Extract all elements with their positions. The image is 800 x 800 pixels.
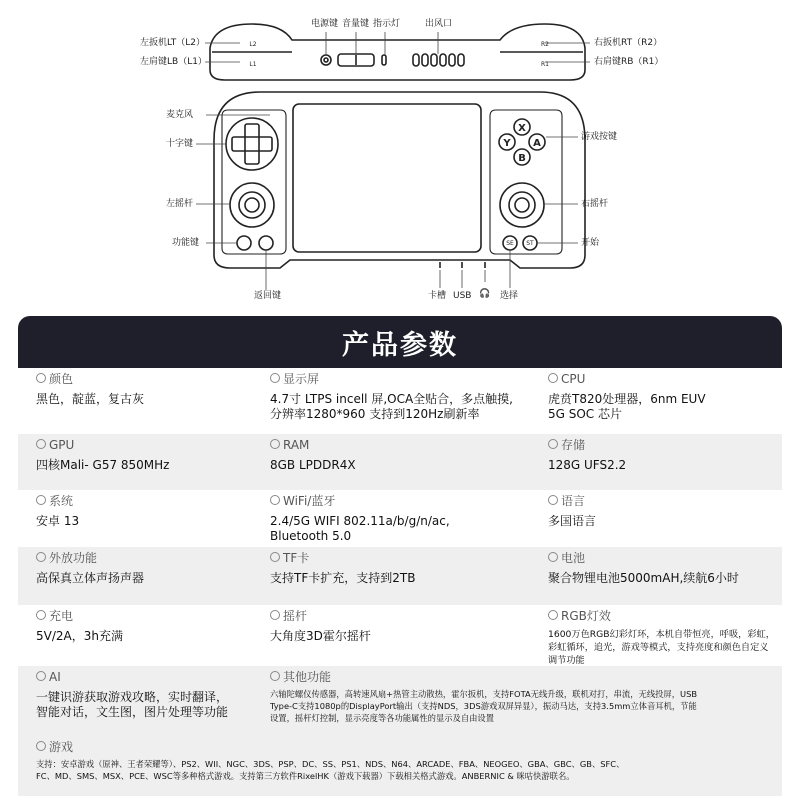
circle-bullet-icon <box>36 671 46 681</box>
label-right-trigger: 右扳机RT（R2） <box>594 38 663 48</box>
spec-cell <box>548 368 780 422</box>
spec-row <box>18 490 782 547</box>
circle-bullet-icon <box>548 495 558 505</box>
spec-key-text: 语言 <box>561 494 586 508</box>
power-button-shape <box>321 55 331 65</box>
b-button-mark: B <box>518 153 526 164</box>
l1-mark: L1 <box>249 61 257 68</box>
spec-key <box>36 438 264 453</box>
spec-value: 大角度3D霍尔摇杆 <box>270 629 371 643</box>
label-vent: 出风口 <box>425 19 453 29</box>
spec-value: 一键识游获取游戏攻略，实时翻译， 智能对话，文生图，图片处理等功能 <box>36 690 229 719</box>
spec-key-text: 系统 <box>49 494 74 508</box>
spec-value: 支持TF卡扩充，支持到2TB <box>270 571 416 585</box>
spec-cell <box>270 605 544 644</box>
spec-cell <box>270 666 786 724</box>
spec-value: 安卓 13 <box>36 514 80 528</box>
back-key-shape <box>259 236 273 250</box>
circle-bullet-icon <box>36 741 46 751</box>
spec-key-text: GPU <box>49 438 75 452</box>
spec-cell <box>36 666 264 720</box>
circle-bullet-icon <box>36 439 46 449</box>
spec-key-text: 其他功能 <box>283 670 332 684</box>
spec-value: 多国语言 <box>548 514 597 528</box>
circle-bullet-icon <box>548 552 558 562</box>
spec-key-text: CPU <box>561 372 586 386</box>
spec-key-text: TF卡 <box>283 551 310 565</box>
label-function-key: 功能键 <box>172 238 200 248</box>
circle-bullet-icon <box>270 495 280 505</box>
spec-cell <box>270 490 544 544</box>
a-button-mark: A <box>533 138 541 149</box>
circle-bullet-icon <box>548 439 558 449</box>
l2-mark: L2 <box>249 41 257 48</box>
label-left-stick: 左摇杆 <box>166 199 194 209</box>
label-volume: 音量键 <box>342 19 370 29</box>
vent-slots <box>413 54 464 66</box>
spec-key-text: WiFi/蓝牙 <box>283 494 336 508</box>
spec-key <box>36 670 264 685</box>
spec-row <box>18 547 782 605</box>
spec-key-text: 显示屏 <box>283 372 320 386</box>
spec-value: 1600万色RGB幻彩灯环，本机自带恒亮，呼吸，彩虹， 彩虹循环，追光，游戏等模式，支持亮度和颜色自定义 调节功能 <box>548 629 775 666</box>
device-diagram <box>0 0 800 312</box>
spec-cell <box>548 605 780 667</box>
spec-row <box>18 666 782 736</box>
indicator-shape <box>382 55 386 65</box>
spec-value: 虎贲T820处理器，6nm EUV 5G SOC 芯片 <box>548 392 706 421</box>
device-line-drawing <box>0 0 800 312</box>
spec-value: 4.7寸 LTPS incell 屏,OCA全贴合，多点触摸, 分辨率1280*960 支持到120Hz刷新率 <box>270 392 513 421</box>
r2-mark: R2 <box>541 41 549 48</box>
spec-cell <box>270 368 544 422</box>
spec-row <box>18 368 782 434</box>
spec-key-text: RAM <box>283 438 310 452</box>
spec-key <box>36 494 264 509</box>
y-button-mark: Y <box>503 138 511 149</box>
label-indicator: 指示灯 <box>373 19 401 29</box>
label-power: 电源键 <box>311 19 339 29</box>
spec-key <box>270 494 544 509</box>
label-right-stick: 右摇杆 <box>581 199 609 209</box>
spec-row-games <box>18 736 782 796</box>
circle-bullet-icon <box>270 439 280 449</box>
spec-key <box>548 551 780 566</box>
function-key-shape <box>237 236 251 250</box>
circle-bullet-icon <box>548 373 558 383</box>
screen-shape <box>293 104 481 252</box>
spec-key <box>36 551 264 566</box>
circle-bullet-icon <box>270 373 280 383</box>
right-stick-shape <box>500 183 544 227</box>
label-usb: USB <box>453 291 472 301</box>
spec-key <box>270 670 786 685</box>
spec-key <box>270 372 544 387</box>
spec-cell <box>270 547 544 586</box>
spec-cell <box>36 368 264 407</box>
spec-cell <box>548 490 780 529</box>
spec-key-text: 颜色 <box>49 372 74 386</box>
spec-key-text: 充电 <box>49 609 74 623</box>
circle-bullet-icon <box>270 671 280 681</box>
circle-bullet-icon <box>36 552 46 562</box>
circle-bullet-icon <box>36 373 46 383</box>
spec-cell <box>548 547 780 586</box>
spec-value: 高保真立体声扬声器 <box>36 571 145 585</box>
r1-mark: R1 <box>541 61 549 68</box>
label-mic: 麦克风 <box>166 110 194 120</box>
label-left-bumper: 左肩键LB（L1） <box>140 57 207 67</box>
spec-title: 产品参数 <box>342 329 458 361</box>
spec-value: 5V/2A，3h充满 <box>36 629 123 643</box>
label-left-trigger: 左扳机LT（L2） <box>140 38 206 48</box>
dpad-shape <box>226 118 278 170</box>
circle-bullet-icon <box>36 495 46 505</box>
label-card-slot: 卡槽 <box>428 291 447 301</box>
spec-cell <box>36 605 264 644</box>
spec-key-text: 存储 <box>561 438 586 452</box>
label-dpad: 十字键 <box>166 139 194 149</box>
spec-value: 六轴陀螺仪传感器，高转速风扇+热管主动散热，霍尔扳机，支持FOTA无线升级，联机对打，串流，无线投屏，USB Type-C支持1080p的DisplayPort输出（支持NDS，3DS游戏双屏异显），振动马达，支持3.5mm立体音耳机，节能 设置，摇杆灯控制，显示亮度等各功能属性的显示及自由设置 <box>270 689 698 723</box>
left-stick-shape <box>230 183 274 227</box>
spec-key <box>270 609 544 624</box>
spec-value: 黑色，靛蓝，复古灰 <box>36 392 145 406</box>
label-back: 返回键 <box>254 291 282 301</box>
spec-cell <box>270 434 544 473</box>
spec-key <box>548 372 780 387</box>
spec-cell <box>36 434 264 473</box>
spec-key-text: 游戏 <box>49 740 74 754</box>
spec-value: 128G UFS2.2 <box>548 458 627 472</box>
spec-key-text: 外放功能 <box>49 551 98 565</box>
label-select: 选择 <box>500 291 519 301</box>
spec-cell <box>36 547 264 586</box>
spec-key-text: 摇杆 <box>283 609 308 623</box>
spec-key <box>36 372 264 387</box>
spec-key <box>270 438 544 453</box>
spec-value: 支持：安卓游戏（原神、王者荣耀等）、PS2、WII、NGC、3DS、PSP、DC、SS、PS1、NDS、N64、ARCADE、FBA、NEOGEO、GBA、GBC、GB、SFC、 FC、MD、SMS、MSX、PCE、WSC等多种格式游戏。支持第三方软件RixelHK（游戏下载器）下载相关格式游戏。ANBERNIC & 咪咕快游联名。 <box>36 759 625 781</box>
spec-row <box>18 434 782 490</box>
spec-cell <box>36 736 770 782</box>
spec-table <box>18 316 782 796</box>
headphone-icon: 🎧 <box>479 289 491 299</box>
spec-row <box>18 605 782 666</box>
spec-key-text: 电池 <box>561 551 586 565</box>
label-game-buttons: 游戏按键 <box>581 132 618 142</box>
spec-value: 8GB LPDDR4X <box>270 458 356 472</box>
circle-bullet-icon <box>548 610 558 620</box>
se-mark: SE <box>506 240 514 247</box>
spec-cell <box>548 434 780 473</box>
spec-cell <box>36 490 264 529</box>
spec-value: 2.4/5G WIFI 802.11a/b/g/n/ac, Bluetooth 5.0 <box>270 514 450 543</box>
spec-key <box>270 551 544 566</box>
spec-key <box>548 494 780 509</box>
spec-key <box>548 438 780 453</box>
spec-key <box>548 609 780 624</box>
spec-key <box>36 740 770 755</box>
spec-value: 四核Mali- G57 850MHz <box>36 458 170 472</box>
circle-bullet-icon <box>36 610 46 620</box>
spec-key-text: AI <box>49 670 61 684</box>
spec-key <box>36 609 264 624</box>
label-right-bumper: 右肩键RB（R1） <box>594 57 664 67</box>
spec-header <box>18 316 782 368</box>
spec-value: 聚合物锂电池5000mAH,续航6小时 <box>548 571 739 585</box>
st-mark: ST <box>526 240 534 247</box>
label-start: 开始 <box>581 238 600 248</box>
x-button-mark: X <box>518 123 526 134</box>
spec-key-text: RGB灯效 <box>561 609 611 623</box>
circle-bullet-icon <box>270 552 280 562</box>
circle-bullet-icon <box>270 610 280 620</box>
